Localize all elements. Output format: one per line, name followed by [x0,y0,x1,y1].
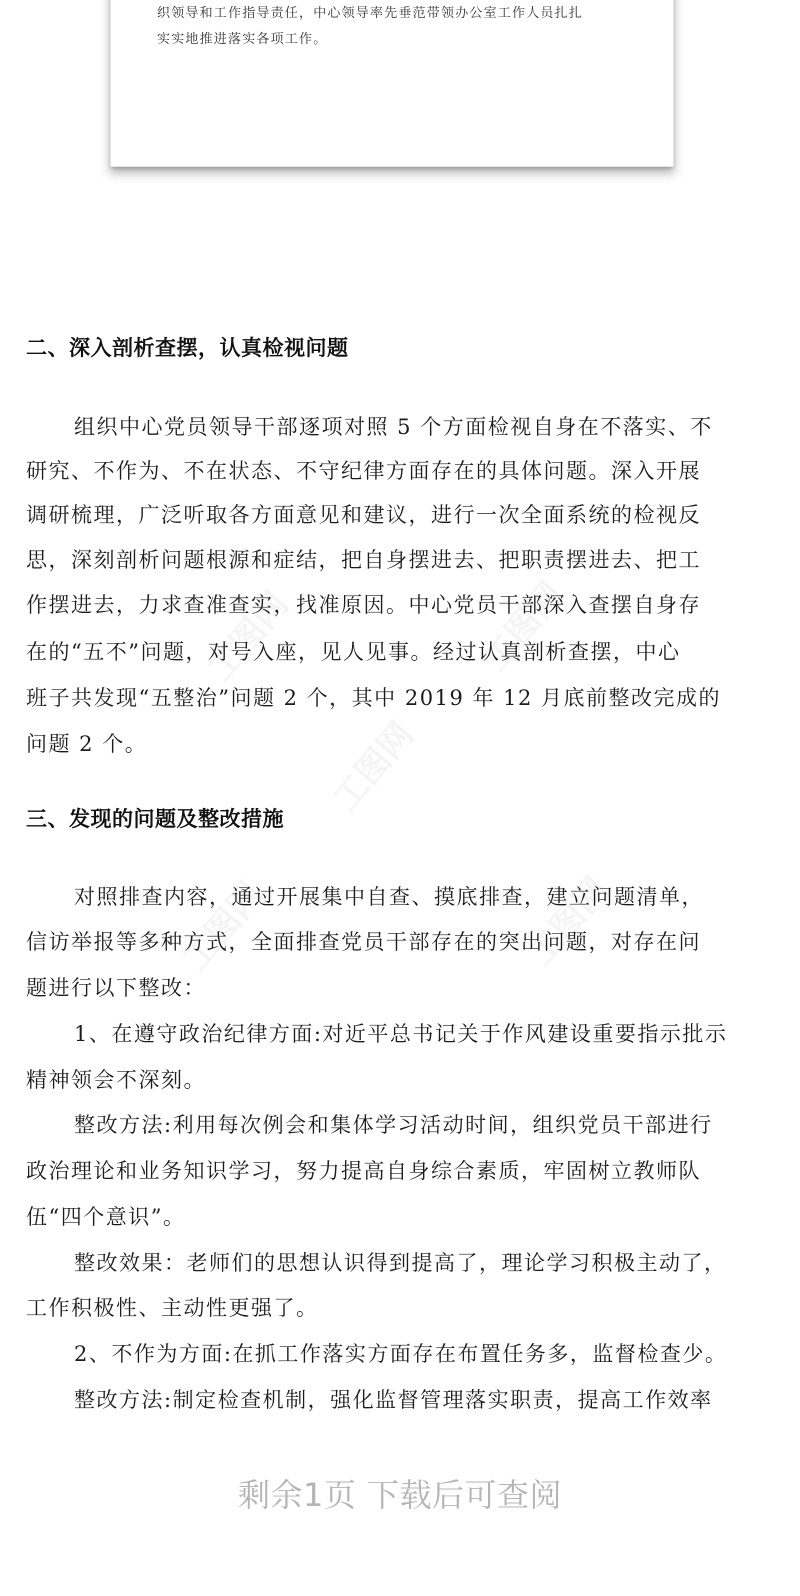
paragraph-line: 班子共发现“五整治”问题 2 个，其中 2019 年 12 月底前整改完成的 [26,686,722,710]
paragraph-line: 工作积极性、主动性更强了。 [26,1296,319,1320]
paragraph-line: 在的“五不”问题，对号入座，见人见事。经过认真剖析查摆，中心 [26,640,681,664]
paragraph-line: 思，深刻剖析问题根源和症结，把自身摆进去、把职责摆进去、把工 [26,548,701,572]
paragraph-line: 调研梳理，广泛听取各方面意见和建议，进行一次全面系统的检视反 [26,503,701,527]
paragraph-line: 精神领会不深刻。 [26,1068,206,1092]
paragraph-line: 对照排查内容，通过开展集中自查、摸底排查，建立问题清单， [74,885,704,909]
paragraph-line: 问题 2 个。 [26,732,148,756]
paragraph-line: 研究、不作为、不在状态、不守纪律方面存在的具体问题。深入开展 [26,459,701,483]
paragraph-line: 组织中心党员领导干部逐项对照 5 个方面检视自身在不落实、不 [74,415,713,439]
section-heading: 二、深入剖析查摆，认真检视问题 [26,336,349,360]
paragraph-line: 伍“四个意识”。 [26,1205,186,1229]
paragraph-line: 2、不作为方面:在抓工作落实方面存在布置任务多，监督检查少。 [74,1342,728,1366]
paragraph-line: 信访举报等多种方式，全面排查党员干部存在的突出问题，对存在问 [26,930,701,954]
watermark [319,710,422,820]
card-text-line: 织领导和工作指导责任，中心领导率先垂范带领办公室工作人员扎扎 [157,6,584,21]
paragraph-line: 题进行以下整改： [26,976,206,1000]
remaining-pages-prompt[interactable]: 剩余1页 下载后可查阅 [237,1476,563,1514]
paragraph-line: 作摆进去，力求查准查实，找准原因。中心党员干部深入查摆自身存 [26,593,701,617]
paragraph-line: 整改方法:制定检查机制，强化监督管理落实职责，提高工作效率 [74,1388,713,1412]
card-text-line: 实实地推进落实各项工作。 [157,32,328,47]
paragraph-line: 1、在遵守政治纪律方面:对近平总书记关于作风建设重要指示批示 [74,1022,728,1046]
paragraph-line: 政治理论和业务知识学习，努力提高自身综合素质，牢固树立教师队 [26,1159,701,1183]
paragraph-line: 整改方法:利用每次例会和集体学习活动时间，组织党员干部进行 [74,1113,713,1137]
previous-page-card [110,0,674,167]
section-heading: 三、发现的问题及整改措施 [26,807,284,831]
paragraph-line: 整改效果：老师们的思想认识得到提高了，理论学习积极主动了， [74,1251,727,1275]
